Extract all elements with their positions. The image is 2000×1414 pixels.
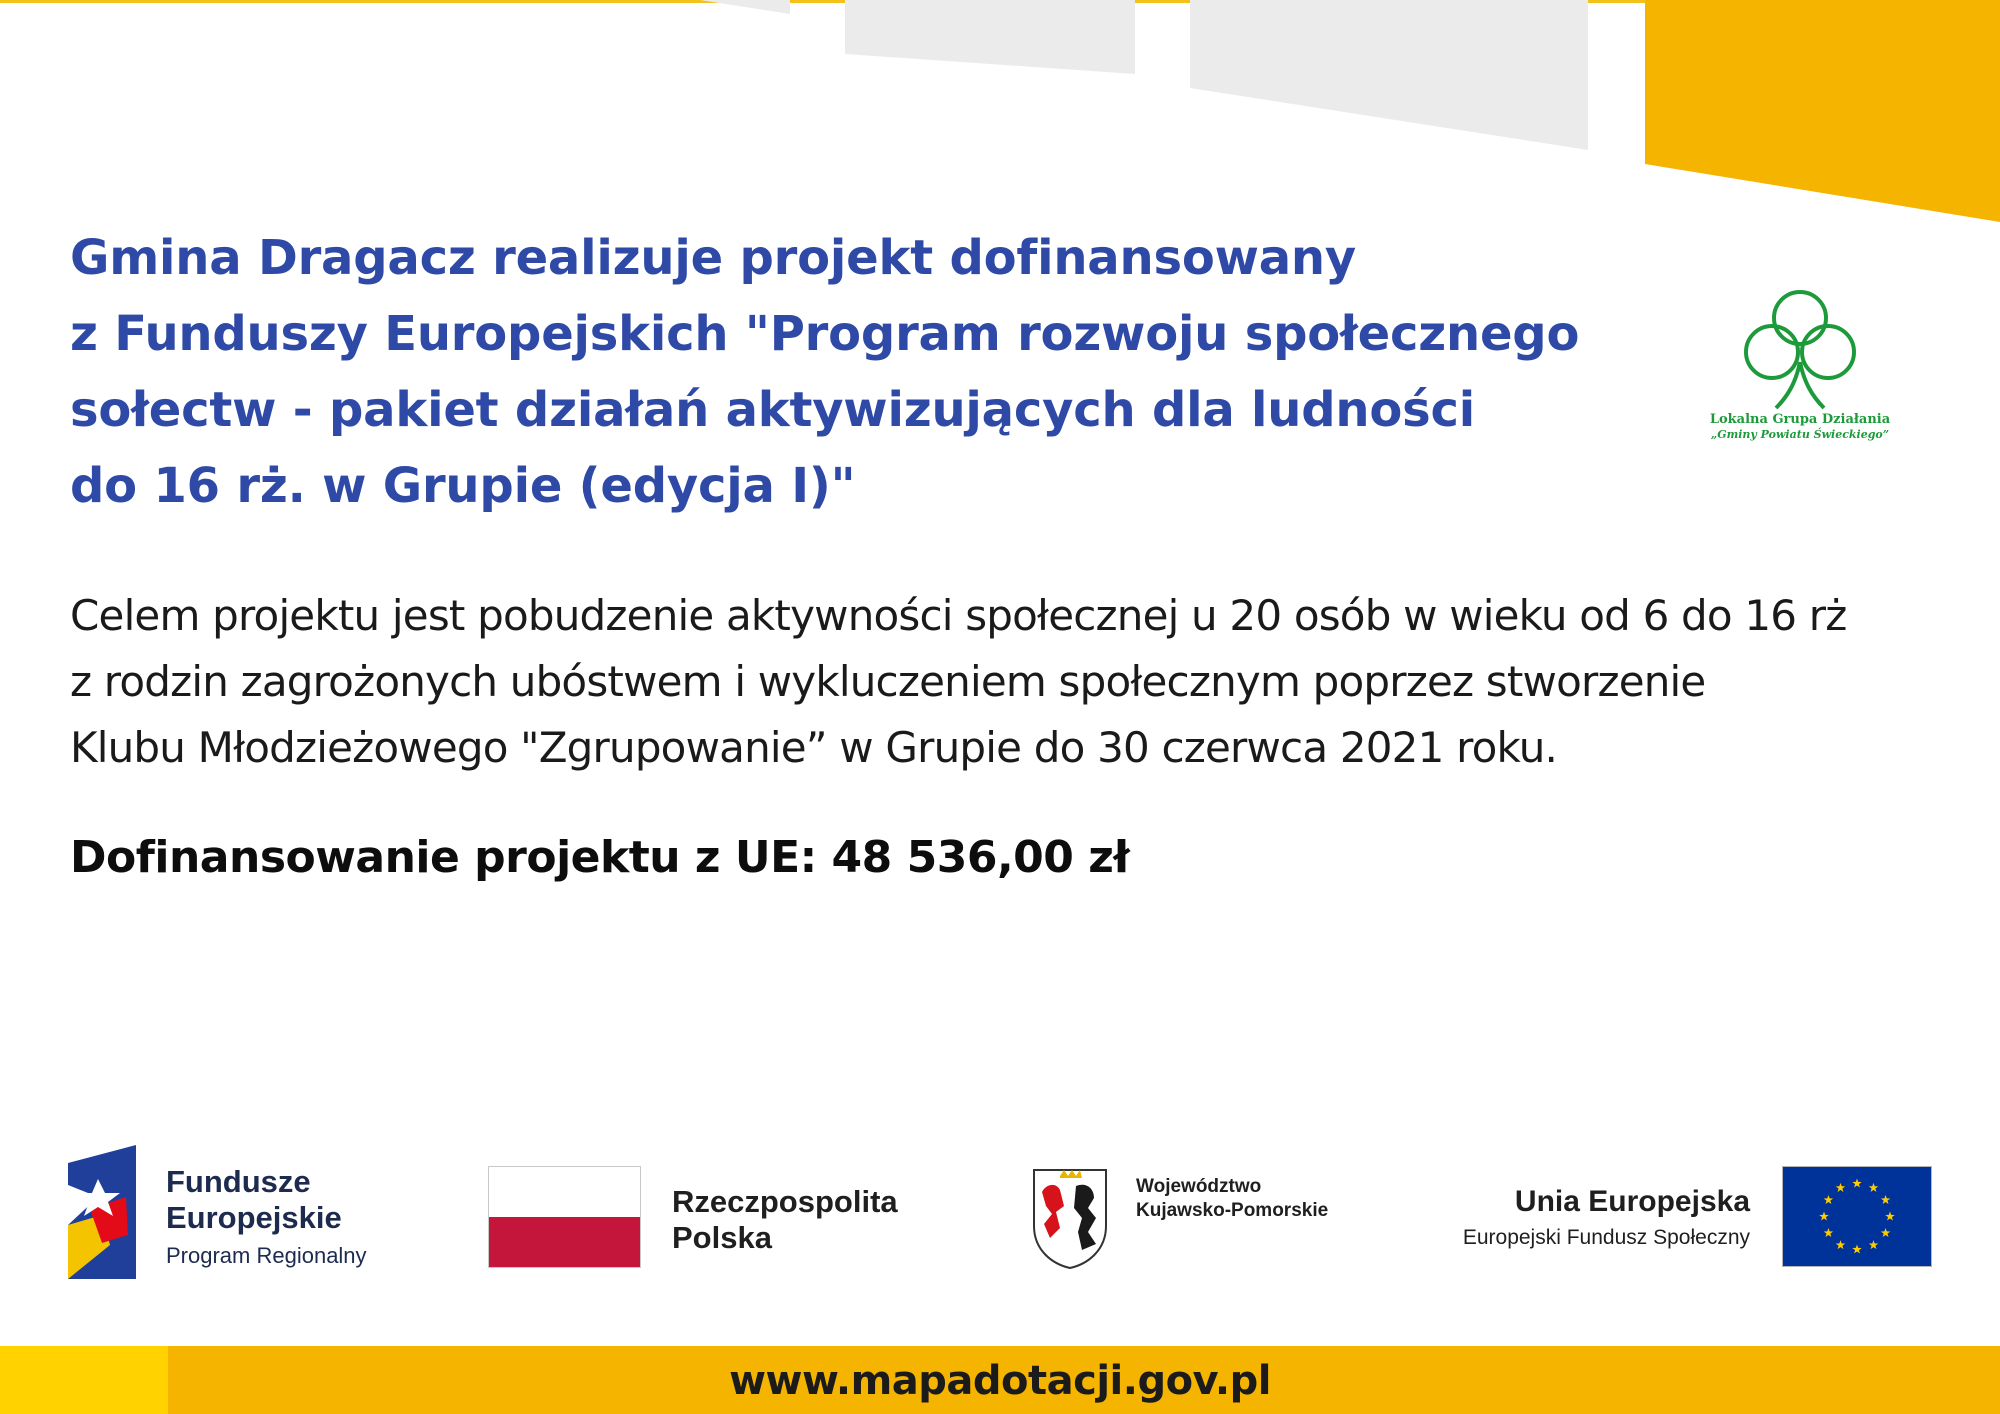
fundusze-line-3: Program Regionalny xyxy=(166,1243,367,1268)
rzeczpospolita-line-1: Rzeczpospolita xyxy=(672,1184,898,1219)
eu-star-icon xyxy=(1836,1183,1846,1192)
eu-star-icon xyxy=(1852,1179,1862,1188)
eu-star-icon xyxy=(1824,1195,1834,1204)
decorative-background-shapes xyxy=(0,0,2000,240)
eu-star-icon xyxy=(1836,1240,1846,1249)
headline-line-4: do 16 rż. w Grupie (edycja I)" xyxy=(70,458,856,514)
gray-panel-3 xyxy=(1190,0,1588,150)
unia-line-1: Unia Europejska xyxy=(1514,1185,1750,1218)
eu-star-icon xyxy=(1885,1212,1895,1221)
headline-line-1: Gmina Dragacz realizuje projekt dofinansowany xyxy=(70,230,1356,286)
poland-flag-icon xyxy=(488,1166,641,1268)
yellow-corner-panel xyxy=(1645,0,2000,222)
rzeczpospolita-line-2: Polska xyxy=(672,1220,772,1255)
description-line-3: Klubu Młodzieżowego "Zgrupowanie” w Grupie do 30 czerwca 2021 roku. xyxy=(70,723,1558,772)
eu-star-icon xyxy=(1881,1228,1891,1237)
eu-star-icon xyxy=(1869,1183,1879,1192)
description-line-1: Celem projektu jest pobudzenie aktywności społecznej u 20 osób w wieku od 6 do 16 rż xyxy=(70,591,1847,640)
description-line-2: z rodzin zagrożonych ubóstwem i wykluczeniem społecznym poprzez stworzenie xyxy=(70,657,1706,706)
eu-stars xyxy=(1783,1167,1931,1266)
eu-star-icon xyxy=(1824,1228,1834,1237)
wojewodztwo-line-1: Województwo xyxy=(1136,1176,1262,1197)
fundusze-line-2: Europejskie xyxy=(166,1200,342,1235)
fundusze-europejskie-logo-icon xyxy=(68,1145,136,1279)
headline-line-3: sołectw - pakiet działań aktywizujących dla ludności xyxy=(70,382,1476,438)
headline-line-2: z Funduszy Europejskich "Program rozwoju społecznego xyxy=(70,306,1580,362)
eu-flag-icon xyxy=(1782,1166,1932,1267)
lgd-name: Lokalna Grupa Działania xyxy=(1709,412,1891,427)
website-url[interactable]: www.mapadotacji.gov.pl xyxy=(729,1358,1271,1404)
lgd-subtitle: „Gminy Powiatu Świeckiego” xyxy=(1710,428,1890,441)
gray-panel-2 xyxy=(845,0,1135,74)
funding-amount: Dofinansowanie projektu z UE: 48 536,00 zł xyxy=(70,832,1130,883)
kujawsko-pomorskie-crest-icon xyxy=(1030,1166,1110,1270)
fundusze-line-1: Fundusze xyxy=(166,1164,311,1199)
eu-star-icon xyxy=(1819,1212,1829,1221)
wojewodztwo-line-2: Kujawsko-Pomorskie xyxy=(1136,1200,1329,1221)
unia-line-2: Europejski Fundusz Społeczny xyxy=(1462,1226,1750,1249)
gray-panel-1 xyxy=(700,0,790,14)
eu-star-icon xyxy=(1852,1245,1862,1254)
eu-star-icon xyxy=(1881,1195,1891,1204)
eu-star-icon xyxy=(1869,1240,1879,1249)
bottom-bar xyxy=(0,1346,2000,1414)
